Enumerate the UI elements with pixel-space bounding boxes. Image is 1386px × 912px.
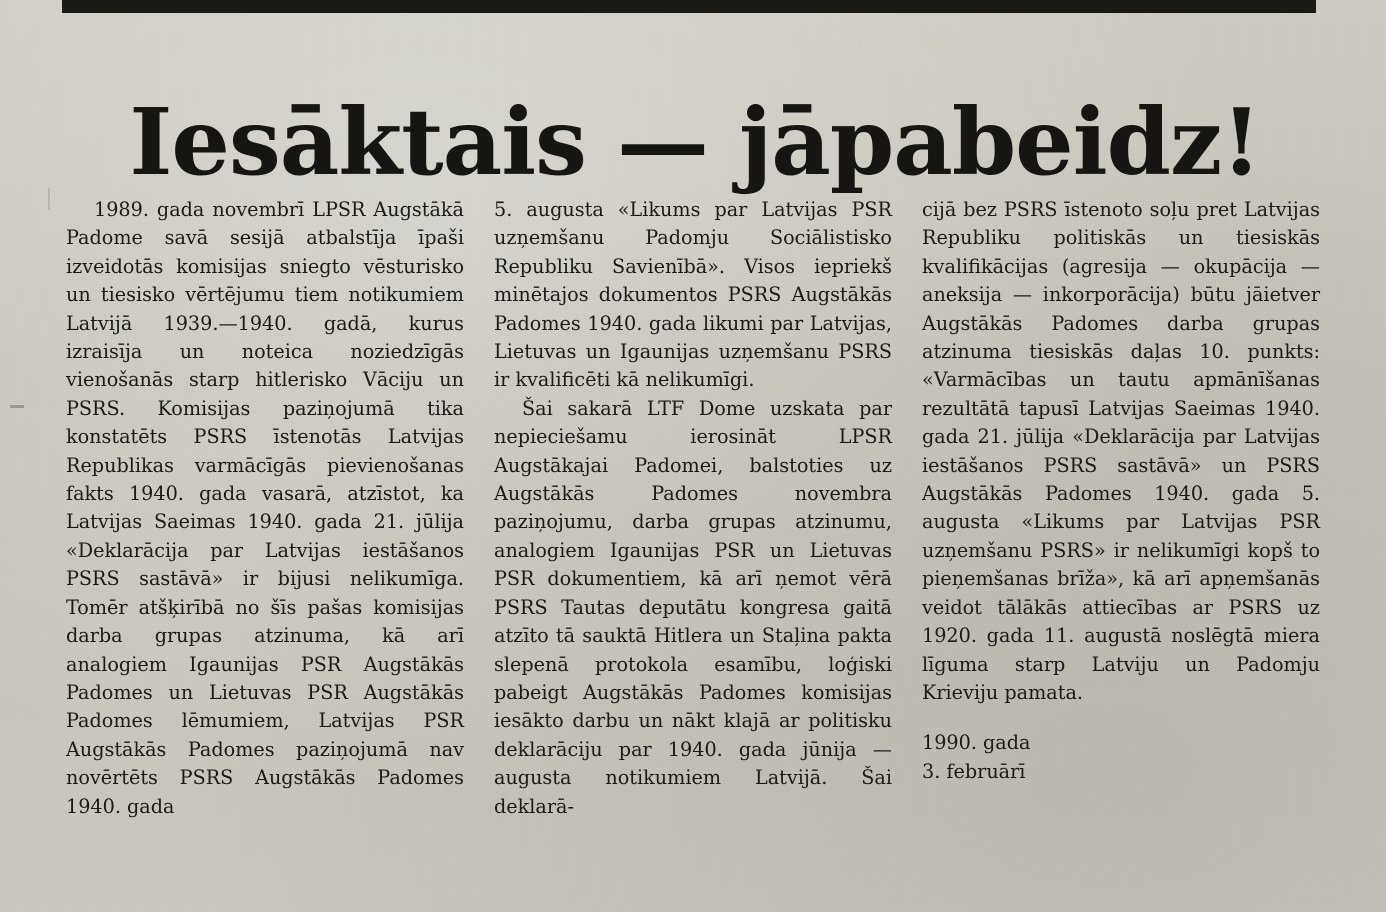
top-rule-divider bbox=[62, 0, 1316, 13]
article-headline: Iesāktais — jāpabeidz! bbox=[129, 87, 1261, 196]
article-dateline bbox=[922, 729, 1320, 786]
paragraph: Šai sakarā LTF Dome uzskata par nepieciešamu ierosināt LPSR Augstākajai Padomei, balstoties uz Augstākās Padomes novembra paziņojumu, darba grupas atzinumu, analogiem Igaunijas PSR un Lietuvas PSR dokumentiem, kā arī ņemot vērā PSRS Tautas deputātu kongresa gaitā atzīto tā sauktā Hitlera un Staļina pakta slepenā protokola esamību, loģiski pabeigt Augstākās Padomes komisijas iesākto darbu un nākt klajā ar politisku deklarāciju par 1940. gada jūnija — augusta notikumiem Latvijā. Šai deklarā- bbox=[494, 396, 892, 818]
paragraph: 1989. gada novembrī LPSR Augstākā Padome savā sesijā atbalstīja īpaši izveidotās komisijas sniegto vēsturisko un tiesisko vērtējumu tiem notikumiem Latvijā 1939.—1940. gadā, kurus izraisīja un noteica noziedzīgās vienošanās starp hitlerisko Vāciju un PSRS. Komisijas paziņojumā tika konstatēts PSRS īstenotās Latvijas Republikas varmācīgās pievienošanas fakts 1940. gada vasarā, atzīstot, ka Latvijas Saeimas 1940. gada 21. jūlija «Deklarācija par Latvijas iestāšanos PSRS sastāvā» ir bijusi nelikumīga. Tomēr atšķirībā no šīs pašas komisijas darba grupas atzinuma, kā arī analogiem Igaunijas PSR Augstākās Padomes un Lietuvas PSR Augstākās Padomes lēmumiem, Latvijas PSR Augstākās Padomes paziņojumā nav novērtēts PSRS Augstākās Padomes 1940. gada bbox=[66, 198, 464, 818]
dateline-year: 1990. gada bbox=[922, 731, 1031, 755]
dateline-day: 3. februārī bbox=[922, 759, 1026, 783]
article-column-2 bbox=[494, 196, 892, 896]
paragraph: 5. augusta «Likums par Latvijas PSR uzņemšanu Padomju Sociālistisko Republiku Savienībā». Visos iepriekš minētajos dokumentos PSRS Augstākās Padomes 1940. gada likumi par Latvijas, Lietuvas un Igaunijas uzņemšanu PSRS ir kvalificēti kā nelikumīgi. bbox=[494, 198, 892, 392]
article-column-1 bbox=[66, 196, 464, 896]
scan-edge-mark bbox=[10, 405, 24, 408]
article-column-3 bbox=[922, 196, 1320, 896]
scan-edge-mark-secondary bbox=[48, 188, 50, 210]
article-body bbox=[66, 196, 1324, 896]
paragraph: cijā bez PSRS īstenoto soļu pret Latvijas Republiku politiskās un tiesiskās kvalifikācijas (agresija — okupācija — aneksija — inkorporācija) būtu jāietver Augstākās Padomes darba grupas atzinuma tiesiskās daļas 10. punkts: «Varmācības un tautu apmānīšanas rezultātā tapusī Latvijas Saeimas 1940. gada 21. jūlija «Deklarācija par Latvijas iestāšanos PSRS sastāvā» un PSRS Augstākās Padomes 1940. gada 5. augusta «Likums par Latvijas PSR uzņemšanu PSRS» ir nelikumīgi kopš to pieņemšanas brīža», kā arī apņemšanās veidot tālākās attiecības ar PSRS uz 1920. gada 11. augustā noslēgtā miera līguma starp Latviju un Padomju Krieviju pamata. bbox=[922, 198, 1320, 704]
